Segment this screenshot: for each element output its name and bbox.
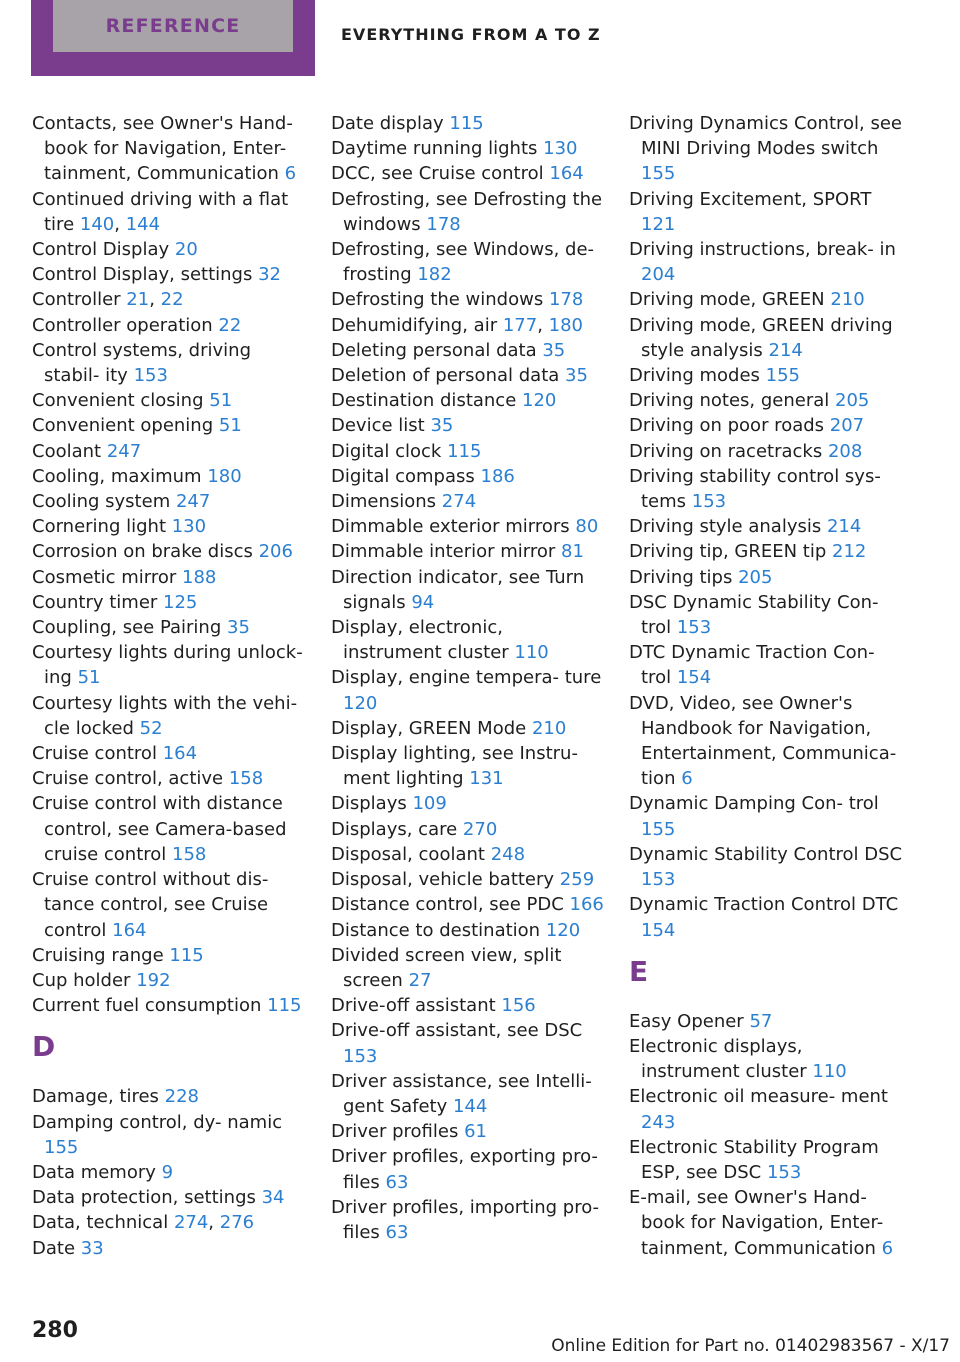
index-term: Cosmetic mirror [32,566,177,588]
index-term: Dimmable exterior mirrors [331,516,570,538]
page-reference-link[interactable]: 164 [549,163,584,185]
index-term: Continued driving with a flat tire [32,188,289,235]
index-entry [331,187,606,237]
index-term: Driving notes, general [629,390,830,412]
page-reference-link[interactable]: 247 [175,491,211,513]
index-entry: Dehumidifying, air 177, 180 [331,314,584,336]
index-entry [629,313,904,363]
index-entry [331,1069,606,1119]
index-term: Courtesy lights during unlock- ing [32,642,303,689]
index-term: Displays, care [331,818,458,840]
page-reference-link[interactable]: 210 [531,717,567,739]
page-reference-link[interactable]: 130 [171,516,207,538]
index-entry [32,237,307,262]
index-entry [331,514,606,539]
index-term: Driver profiles, exporting pro- files [331,1146,598,1193]
index-term: Control Display, settings [32,264,253,286]
index-term: Courtesy lights with the vehi- cle locked [32,692,298,739]
index-term: DCC, see Cruise control [331,163,544,185]
index-term: Driving style analysis [629,516,822,538]
page-reference-link[interactable]: 155 [44,1136,79,1158]
page-reference-link[interactable]: 22 [218,314,242,336]
index-entry [331,665,606,715]
page-reference-link[interactable]: 61 [464,1121,487,1143]
page-reference-link[interactable]: 115 [169,944,204,966]
page-reference-link[interactable]: 115 [267,995,302,1017]
page-reference-link[interactable]: 109 [412,793,447,815]
page-reference-link[interactable]: 205 [835,390,870,412]
index-entry [331,867,606,892]
page-reference-link[interactable]: 214 [826,516,862,538]
index-entry [629,892,904,942]
page-reference-link[interactable]: 155 [765,365,800,387]
index-entry [331,993,606,1018]
index-term: Driving on poor roads [629,415,825,437]
page-reference-link[interactable]: 166 [569,894,604,916]
index-term: Digital compass [331,465,475,487]
index-entry [331,791,606,816]
index-term: Display, engine tempera- ture [331,667,602,689]
index-term: Country timer [32,591,158,613]
index-term: Divided screen view, split screen [331,944,562,991]
index-entry [331,1144,606,1194]
index-entry [32,313,307,338]
index-entry [32,993,307,1018]
index-entry [331,892,606,917]
index-term: Digital clock [331,440,442,462]
index-entry [629,237,904,287]
index-letter-heading: E [629,954,649,988]
index-entry [32,388,307,413]
index-term: Driving tips [629,566,733,588]
page-reference-link[interactable]: 51 [209,390,233,412]
page-reference-link[interactable]: 81 [561,541,584,563]
index-entry [331,1119,606,1144]
page-reference-link[interactable]: 247 [106,440,142,462]
page-reference-link[interactable]: 207 [829,415,865,437]
index-term: Deleting personal data [331,339,537,361]
page-reference-link[interactable]: 131 [469,768,504,790]
section-title: REFERENCE [105,15,241,37]
page-reference-link[interactable]: 186 [480,465,515,487]
index-term: Driving instructions, break- in [629,239,896,261]
index-entry [32,1236,307,1261]
page-reference-link[interactable]: 204 [641,264,676,286]
index-entry: Controller 21, 22 [32,289,184,311]
index-term: Controller operation [32,314,213,336]
index-entry [331,943,606,993]
index-entry: Data, technical 274, 276 [32,1212,255,1234]
index-entry [331,338,606,363]
index-entry [32,615,307,640]
index-entry [331,565,606,615]
page-reference-link[interactable]: 214 [768,339,803,361]
index-entry [331,161,606,186]
page-reference-link[interactable]: 155 [641,163,676,185]
index-entry [32,439,307,464]
page-reference-link[interactable]: 34 [261,1187,285,1209]
index-entry [629,539,904,564]
index-term: Cornering light [32,516,166,538]
page-reference-link[interactable]: 51 [77,667,101,689]
index-term: Cruise control [32,743,157,765]
page-reference-link[interactable]: 80 [575,516,599,538]
index-entry [629,640,904,690]
page-number: 280 [32,1318,78,1343]
index-term: Cruise control with distance control, see Camera-based cruise control [32,793,287,865]
page-reference-link[interactable]: 164 [112,919,147,941]
index-term: Driving stability control sys- tems [629,465,881,513]
index-entry [331,817,606,842]
index-term: Driving Excitement, SPORT [629,188,872,210]
page-reference-link[interactable]: 154 [676,667,712,689]
page-reference-link[interactable]: 153 [343,1045,378,1067]
page-reference-link[interactable]: 144 [453,1095,488,1117]
index-term: Electronic Stability Program ESP, see DSC [629,1136,879,1183]
page-reference-link[interactable]: 35 [430,415,454,437]
index-term: Controller [32,289,121,311]
index-entry: Continued driving with a flat tire 140, 144 [32,188,289,235]
index-term: Convenient opening [32,415,214,437]
index-term: Damage, tires [32,1086,159,1108]
index-term: Electronic oil measure- ment [629,1086,888,1108]
page-reference-link[interactable]: 21 [126,289,150,311]
page-reference-link[interactable]: 158 [228,768,264,790]
page-reference-link[interactable]: 144 [125,213,161,235]
index-letter-heading: D [32,1030,56,1064]
page-reference-link[interactable]: 164 [162,743,198,765]
index-term: Cruising range [32,944,164,966]
page-reference-link[interactable]: 212 [832,541,867,563]
page-reference-link[interactable]: 276 [219,1212,255,1234]
index-term: Corrosion on brake discs [32,541,253,563]
index-entry [331,842,606,867]
index-term: Defrosting, see Defrosting the windows [331,188,603,235]
index-term: Destination distance [331,390,517,412]
chapter-title: EVERYTHING FROM A TO Z [341,25,601,44]
index-entry [32,1110,307,1160]
index-entry [629,1135,904,1185]
page-reference-link[interactable]: 120 [545,919,581,941]
index-entry [32,691,307,741]
index-term: Disposal, coolant [331,843,485,865]
index-term: Driving mode, GREEN driving style analysis [629,314,893,361]
index-term: Control Display [32,239,170,261]
page-reference-link[interactable]: 153 [676,617,712,639]
index-term: E-mail, see Owner's Hand- book for Navigation, Enter- tainment, Communication [629,1187,884,1259]
index-term: Disposal, vehicle battery [331,869,555,891]
index-entry [629,187,904,237]
page-reference-link[interactable]: 188 [182,566,217,588]
page-reference-link[interactable]: 35 [227,617,250,639]
page-reference-link[interactable]: 180 [548,314,584,336]
index-entry [331,237,606,287]
page-reference-link[interactable]: 22 [160,289,184,311]
index-entry [331,439,606,464]
page-reference-link[interactable]: 274 [441,491,477,513]
index-entry [331,615,606,665]
index-term: Cup holder [32,969,131,991]
index-term: Electronic displays, instrument cluster [629,1035,807,1083]
page-reference-link[interactable]: 52 [139,717,163,739]
page-reference-link[interactable]: 125 [163,591,198,613]
index-term: Data, technical [32,1212,169,1234]
page-reference-link[interactable]: 180 [207,465,242,487]
index-entry [32,1160,307,1185]
index-term: Display lighting, see Instru- ment lighting [331,743,578,790]
page-reference-link[interactable]: 51 [218,415,242,437]
index-term: Driver assistance, see Intelli- gent Safety [331,1070,592,1117]
page-reference-link[interactable]: 228 [164,1086,200,1108]
page-reference-link[interactable]: 63 [385,1221,409,1243]
index-term: Easy Opener [629,1010,744,1032]
index-entry [331,539,606,564]
index-entry [629,439,904,464]
index-entry [32,943,307,968]
page-reference-link[interactable]: 155 [641,818,676,840]
page-reference-link[interactable]: 120 [343,692,378,714]
index-term: Driving mode, GREEN [629,289,825,311]
index-entry [32,539,307,564]
index-entry [32,741,307,766]
index-term: Dynamic Stability Control DSC [629,843,903,865]
index-term: Driving Dynamics Control, see MINI Driving Modes switch [629,113,902,160]
index-entry [629,1185,904,1261]
index-entry [32,766,307,791]
index-entry [32,514,307,539]
index-entry [32,1084,307,1109]
index-term: Date [32,1237,76,1259]
index-term: Cruise control without dis- tance control, see Cruise control [32,869,269,941]
index-term: Convenient closing [32,390,204,412]
index-term: Distance control, see PDC [331,894,564,916]
page-reference-link[interactable]: 63 [385,1171,409,1193]
page-reference-link[interactable]: 33 [80,1237,104,1259]
index-term: Direction indicator, see Turn signals [331,566,585,613]
page-reference-link[interactable]: 158 [172,843,207,865]
index-term: Dimmable interior mirror [331,541,556,563]
index-term: Cruise control, active [32,768,224,790]
index-entry [331,741,606,791]
index-entry [629,514,904,539]
page-reference-link[interactable]: 177 [502,314,538,336]
page-reference-link[interactable]: 110 [514,642,549,664]
index-term: Dimensions [331,491,437,513]
index-entry [331,363,606,388]
index-entry [629,287,904,312]
index-term: DSC Dynamic Stability Con- trol [629,591,879,639]
index-entry [629,590,904,640]
index-term: Coupling, see Pairing [32,617,222,639]
index-entry [32,262,307,287]
index-entry [331,287,606,312]
index-entry [331,489,606,514]
section-tab-label-box [53,0,293,52]
index-term: Drive-off assistant, see DSC [331,1020,583,1042]
index-entry [331,136,606,161]
index-entry [629,464,904,514]
index-term: Control systems, driving stabil- ity [32,339,251,387]
page-reference-link[interactable]: 115 [447,440,482,462]
index-term: Dehumidifying, air [331,314,498,336]
index-term: Driver profiles, importing pro- files [331,1196,600,1243]
page-reference-link[interactable]: 6 [284,163,297,185]
index-entry [32,1185,307,1210]
index-term: Dynamic Damping Con- trol [629,793,879,815]
index-entry [331,716,606,741]
index-entry [629,1009,904,1034]
index-column-3 [629,111,904,1261]
page-reference-link[interactable]: 121 [641,213,676,235]
page-reference-link[interactable]: 94 [411,591,435,613]
index-term: Display, GREEN Mode [331,717,527,739]
page-reference-link[interactable]: 178 [426,213,461,235]
page-reference-link[interactable]: 115 [449,113,484,134]
index-entry [32,489,307,514]
page-reference-link[interactable]: 153 [133,365,168,387]
index-term: Driving tip, GREEN tip [629,541,827,563]
edition-note: Online Edition for Part no. 01402983567 - X/17 [551,1336,950,1356]
index-term: Current fuel consumption [32,995,262,1017]
page-reference-link[interactable]: 20 [174,239,198,261]
page-reference-link[interactable]: 32 [258,264,281,286]
page-reference-link[interactable]: 9 [161,1161,174,1183]
index-entry [331,1195,606,1245]
index-entry [32,413,307,438]
index-entry [629,842,904,892]
index-column-2 [331,111,606,1245]
index-term: DVD, Video, see Owner's Handbook for Navigation, Entertainment, Communica- tion [629,692,897,790]
page-reference-link[interactable]: 243 [641,1111,676,1133]
index-term: Device list [331,415,425,437]
index-entry [629,791,904,841]
index-term: Driving modes [629,365,760,387]
section-tab [31,0,315,76]
index-entry [629,388,904,413]
page-reference-link[interactable]: 140 [79,213,115,235]
index-term: Cooling, maximum [32,465,202,487]
page-reference-link[interactable]: 248 [490,843,526,865]
index-entry [629,691,904,792]
index-term: Daytime running lights [331,138,538,160]
page-reference-link[interactable]: 210 [830,289,865,311]
index-entry [629,565,904,590]
index-entry [331,918,606,943]
index-entry [32,640,307,690]
index-term: Contacts, see Owner's Hand- book for Navigation, Enter- tainment, Communication [32,113,293,185]
index-term: Cooling system [32,491,171,513]
index-term: Driver profiles [331,1121,459,1143]
index-term: Drive-off assistant [331,995,496,1017]
index-entry [629,413,904,438]
index-entry [331,111,606,136]
page-reference-link[interactable]: 130 [543,138,578,160]
index-term: Distance to destination [331,919,541,941]
index-entry [32,111,307,187]
index-entry [331,388,606,413]
index-entry [331,1018,606,1068]
page-reference-link[interactable]: 270 [462,818,498,840]
page-reference-link[interactable]: 6 [681,768,693,790]
index-term: Damping control, dy- namic [32,1111,283,1133]
index-term: Data memory [32,1161,156,1183]
page-reference-link[interactable]: 153 [766,1161,802,1183]
page-reference-link[interactable]: 153 [641,869,676,891]
page-reference-link[interactable]: 192 [136,969,171,991]
index-entry [32,968,307,993]
index-entry [629,363,904,388]
page-reference-link[interactable]: 120 [522,390,557,412]
index-term: Driving on racetracks [629,440,823,462]
index-term: Defrosting, see Windows, de- frosting [331,239,595,286]
index-term: Display, electronic, instrument cluster [331,617,509,664]
page-reference-link[interactable]: 35 [542,339,566,361]
index-entry [32,590,307,615]
index-entry [331,464,606,489]
index-entry [32,867,307,943]
page-reference-link[interactable]: 205 [738,566,773,588]
page-reference-link[interactable]: 57 [749,1010,773,1032]
page-reference-link[interactable]: 274 [173,1212,209,1234]
index-entry [331,413,606,438]
page-reference-link[interactable]: 178 [548,289,584,311]
index-entry [32,464,307,489]
page-reference-link[interactable]: 27 [408,969,432,991]
page-reference-link[interactable]: 6 [881,1237,894,1259]
index-term: Defrosting the windows [331,289,544,311]
index-term: DTC Dynamic Traction Con- trol [629,642,875,689]
index-term: Coolant [32,440,102,462]
page-reference-link[interactable]: 110 [812,1061,847,1083]
page-reference-link[interactable]: 182 [417,264,452,286]
page-reference-link[interactable]: 208 [827,440,863,462]
index-entry [32,338,307,388]
page-reference-link[interactable]: 156 [501,995,536,1017]
page-reference-link[interactable]: 206 [258,541,293,563]
index-entry [629,1084,904,1134]
page-reference-link[interactable]: 35 [565,365,588,387]
index-term: Deletion of personal data [331,365,560,387]
index-entry [629,111,904,187]
index-term: Date display [331,113,444,134]
page-reference-link[interactable]: 153 [691,491,727,513]
index-term: Data protection, settings [32,1187,256,1209]
index-term: Displays [331,793,407,815]
index-entry [629,1034,904,1084]
index-entry [32,565,307,590]
page-reference-link[interactable]: 154 [641,919,676,941]
page-reference-link[interactable]: 259 [559,869,595,891]
index-term: Dynamic Traction Control DTC [629,894,899,916]
index-column-1 [32,111,307,1261]
index-entry [32,791,307,867]
